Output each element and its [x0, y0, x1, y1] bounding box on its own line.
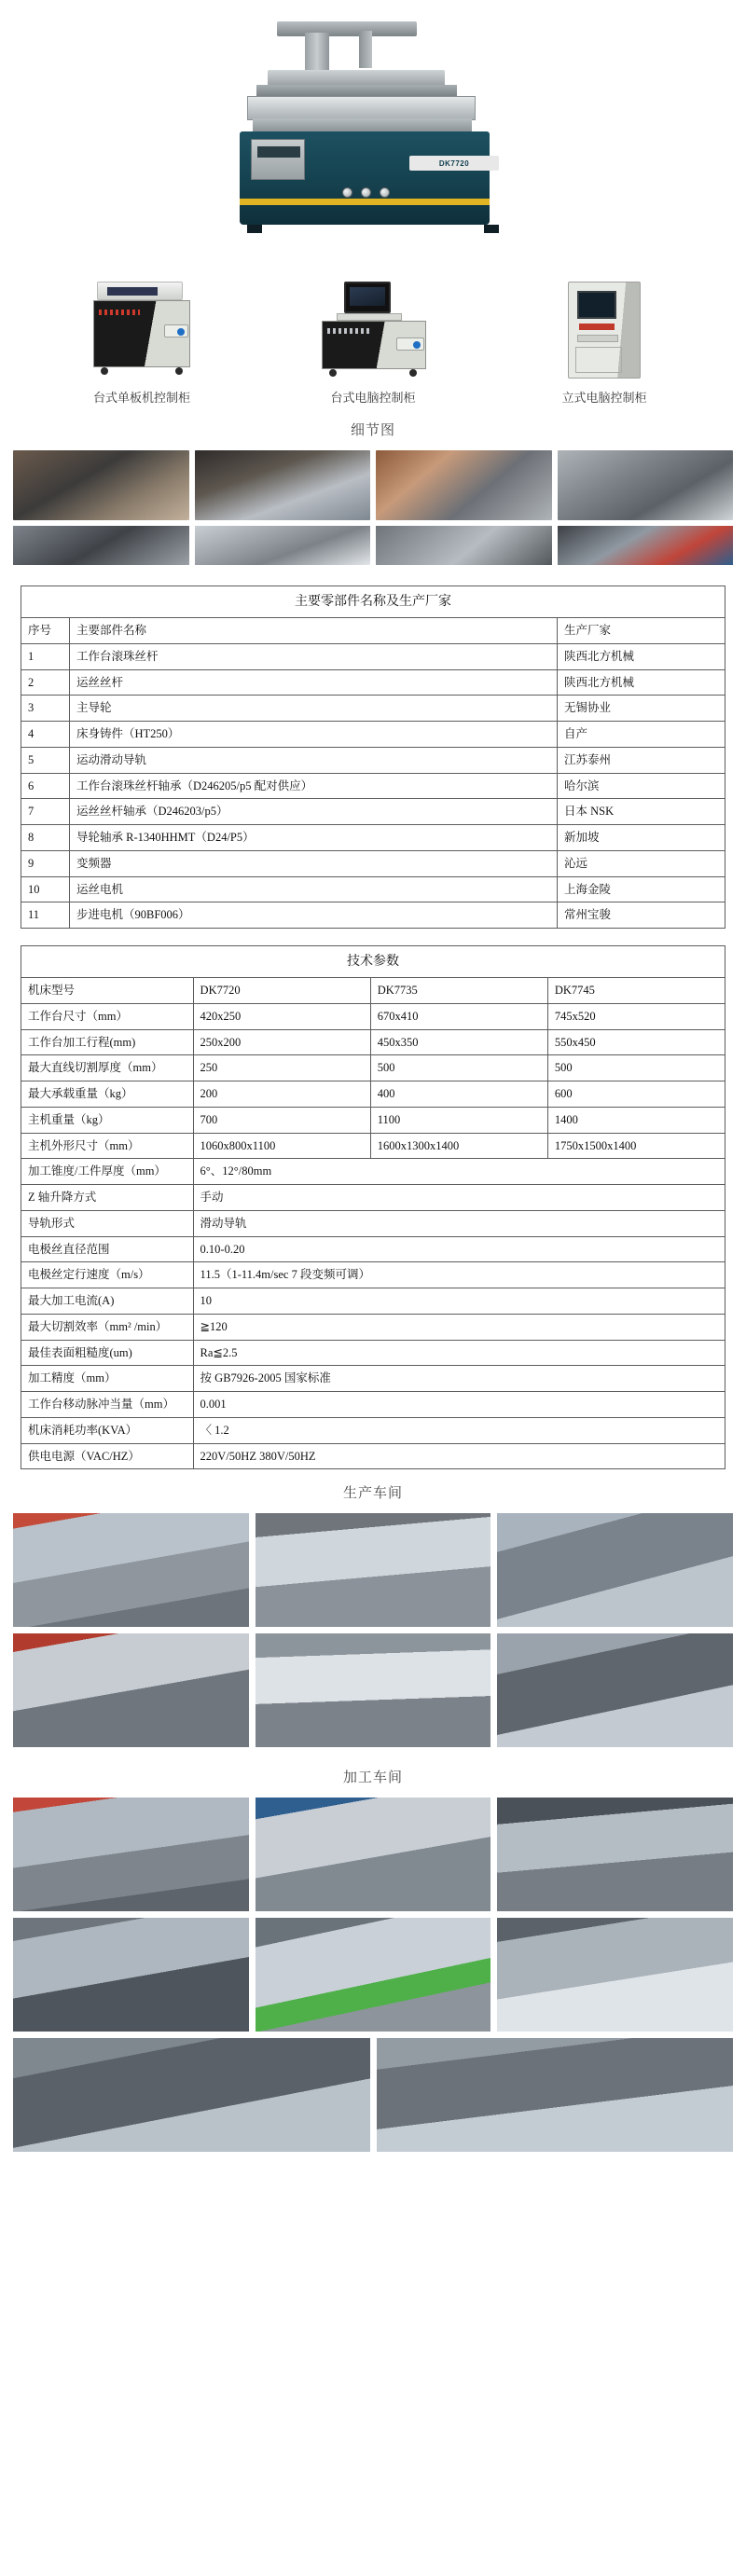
- tech-value: 11.5（1-11.4m/sec 7 段变频可调）: [193, 1262, 725, 1288]
- tech-value: 1600x1300x1400: [370, 1133, 547, 1159]
- table-row: [21, 1443, 725, 1469]
- machine-arm-lower: [256, 85, 457, 96]
- table-row: [21, 1029, 725, 1055]
- parts-header-index: 序号: [21, 618, 70, 644]
- tech-label: 主机重量（kg）: [21, 1107, 194, 1133]
- cell-manufacturer: 沁远: [558, 850, 725, 876]
- tech-value: 按 GB7926-2005 国家标准: [193, 1366, 725, 1392]
- machining-photo-3: [13, 1918, 249, 2032]
- cell-index: 10: [21, 876, 70, 902]
- tech-value-model-0: DK7720: [193, 978, 370, 1004]
- gallery-row: [13, 1633, 733, 1747]
- tech-value: 6°、12°/80mm: [193, 1159, 725, 1185]
- tech-value: 1060x800x1100: [193, 1133, 370, 1159]
- machining-workshop-gallery: [0, 1798, 746, 2152]
- cell-name: 运丝丝杆: [70, 669, 558, 696]
- machine-worktable: [247, 96, 476, 120]
- tech-value: 10: [193, 1288, 725, 1315]
- table-row: [21, 1340, 725, 1366]
- cabinet-label-1: 台式电脑控制柜: [330, 391, 416, 405]
- tech-value-model-2: DK7745: [547, 978, 725, 1004]
- tech-label: 电极丝定行速度（m/s）: [21, 1262, 194, 1288]
- cell-index: 5: [21, 747, 70, 773]
- machine-foot-right: [484, 225, 499, 233]
- machine-control-panel: [251, 139, 305, 180]
- detail-photo-5: [195, 526, 371, 565]
- table-row: [21, 1185, 725, 1211]
- table-row: [21, 1392, 725, 1418]
- cell-index: 6: [21, 773, 70, 799]
- cell-manufacturer: 新加坡: [558, 825, 725, 851]
- tech-label: 机床消耗功率(KVA）: [21, 1417, 194, 1443]
- table-row: [21, 1262, 725, 1288]
- tech-value: 200: [193, 1081, 370, 1108]
- tech-label: 工作台加工行程(mm): [21, 1029, 194, 1055]
- tech-label: 供电电源（VAC/HZ）: [21, 1443, 194, 1469]
- parts-table-caption: 主要零部件名称及生产厂家: [21, 586, 725, 618]
- cell-name: 主导轮: [70, 696, 558, 722]
- parts-header-manufacturer: 生产厂家: [558, 618, 725, 644]
- cell-name: 变频器: [70, 850, 558, 876]
- cabinet-item-2: [516, 282, 693, 382]
- table-row: [21, 1288, 725, 1315]
- production-photo-2: [497, 1513, 733, 1627]
- cell-manufacturer: 常州宝骏: [558, 902, 725, 929]
- table-row: [21, 669, 725, 696]
- tech-value: 滑动导轨: [193, 1210, 725, 1236]
- machining-photo-4: [256, 1918, 491, 2032]
- section-title-machining-workshop: 加工车间: [342, 1770, 403, 1786]
- table-row: [21, 1107, 725, 1133]
- tech-label: 加工锥度/工件厚度（mm）: [21, 1159, 194, 1185]
- gallery-row: [13, 1513, 733, 1627]
- tech-label: 最大加工电流(A): [21, 1288, 194, 1315]
- tech-value: ≧120: [193, 1314, 725, 1340]
- tech-value: 700: [193, 1107, 370, 1133]
- cell-manufacturer: 日本 NSK: [558, 799, 725, 825]
- production-photo-3: [13, 1633, 249, 1747]
- detail-photo-strip: [0, 450, 746, 520]
- cell-index: 2: [21, 669, 70, 696]
- control-cabinet-row: [0, 270, 746, 382]
- cell-name: 床身铸件（HT250）: [70, 722, 558, 748]
- tech-label: 最大切割效率（mm² /min）: [21, 1314, 194, 1340]
- parts-table: [21, 585, 725, 929]
- cell-name: 运动滑动导轨: [70, 747, 558, 773]
- machine-brand-text: DK7720: [438, 158, 470, 168]
- table-row: [21, 876, 725, 902]
- cabinet-image-desktop-computer: [312, 282, 434, 382]
- tech-value: 手动: [193, 1185, 725, 1211]
- cell-manufacturer: 自产: [558, 722, 725, 748]
- cell-manufacturer: 无锡协业: [558, 696, 725, 722]
- tech-value: 220V/50HZ 380V/50HZ: [193, 1443, 725, 1469]
- cell-name: 工作台滚珠丝杆轴承（D246205/p5 配对供应）: [70, 773, 558, 799]
- tech-value: 600: [547, 1081, 725, 1108]
- table-row: [21, 1236, 725, 1262]
- tech-value: 500: [547, 1055, 725, 1081]
- cabinet-label-2: 立式电脑控制柜: [561, 391, 647, 405]
- production-workshop-gallery: [0, 1513, 746, 1747]
- cabinet-item-1: [284, 282, 462, 382]
- table-row: [21, 978, 725, 1004]
- cabinet-image-single-board: [86, 282, 198, 382]
- tech-spec-table: [21, 945, 725, 1469]
- table-row: [21, 747, 725, 773]
- section-title-detail: 细节图: [350, 422, 395, 439]
- machining-photo-0: [13, 1798, 249, 1911]
- cell-name: 导轮轴承 R-1340HHMT（D24/P5）: [70, 825, 558, 851]
- cabinet-label-row: [0, 382, 746, 406]
- detail-photo-strip-secondary: [0, 520, 746, 565]
- section-title-production-workshop: 生产车间: [342, 1485, 403, 1502]
- tech-value: 500: [370, 1055, 547, 1081]
- hero-machine-image: [0, 0, 746, 270]
- table-row: [21, 1133, 725, 1159]
- machine-brand-plate: [409, 156, 499, 171]
- cell-name: 工作台滚珠丝杆: [70, 643, 558, 669]
- production-photo-5: [497, 1633, 733, 1747]
- machining-photo-5: [497, 1918, 733, 2032]
- table-row: [21, 1003, 725, 1029]
- machining-photo-6: [13, 2038, 370, 2152]
- parts-table-wrapper: [0, 565, 746, 929]
- cabinet-item-0: [53, 282, 230, 382]
- table-row: [21, 773, 725, 799]
- gallery-row: [13, 1798, 733, 1911]
- table-row: [21, 902, 725, 929]
- gallery-row: [13, 2038, 733, 2152]
- tech-label: 最佳表面粗糙度(um): [21, 1340, 194, 1366]
- cell-index: 8: [21, 825, 70, 851]
- cell-index: 9: [21, 850, 70, 876]
- detail-photo-1: [195, 450, 371, 520]
- cell-index: 7: [21, 799, 70, 825]
- cabinet-label-0: 台式单板机控制柜: [92, 391, 190, 405]
- cell-manufacturer: 上海金陵: [558, 876, 725, 902]
- table-row: [21, 825, 725, 851]
- tech-value: Ra≦2.5: [193, 1340, 725, 1366]
- tech-label: 加工精度（mm）: [21, 1366, 194, 1392]
- cell-index: 1: [21, 643, 70, 669]
- machine-knobs: [342, 187, 390, 198]
- tech-value: 420x250: [193, 1003, 370, 1029]
- table-row: [21, 799, 725, 825]
- tech-label: 主机外形尺寸（mm）: [21, 1133, 194, 1159]
- parts-header-name: 主要部件名称: [70, 618, 558, 644]
- tech-table-caption: 技术参数: [21, 946, 725, 978]
- table-row: [21, 1417, 725, 1443]
- production-photo-4: [256, 1633, 491, 1747]
- tech-label: 最大直线切割厚度（mm）: [21, 1055, 194, 1081]
- table-row: [21, 1210, 725, 1236]
- tech-value: 1100: [370, 1107, 547, 1133]
- machining-photo-1: [256, 1798, 491, 1911]
- table-row: [21, 1081, 725, 1108]
- table-row: [21, 850, 725, 876]
- table-row: [21, 696, 725, 722]
- cell-manufacturer: 陕西北方机械: [558, 669, 725, 696]
- gallery-row: [13, 1918, 733, 2032]
- tech-label-model: 机床型号: [21, 978, 194, 1004]
- tech-value: 1400: [547, 1107, 725, 1133]
- tech-label: 工作台尺寸（mm）: [21, 1003, 194, 1029]
- tech-value: 0.001: [193, 1392, 725, 1418]
- tech-value: 0.10-0.20: [193, 1236, 725, 1262]
- machine-yellow-stripe: [240, 199, 490, 205]
- table-row: [21, 1055, 725, 1081]
- cell-name: 运丝电机: [70, 876, 558, 902]
- cell-name: 步进电机（90BF006）: [70, 902, 558, 929]
- parts-table-body: [21, 643, 725, 928]
- detail-photo-6: [376, 526, 552, 565]
- tech-value: 400: [370, 1081, 547, 1108]
- tech-label: 最大承载重量（kg）: [21, 1081, 194, 1108]
- table-row: [21, 1159, 725, 1185]
- tech-table-wrapper: [0, 945, 746, 1469]
- tech-value: 250: [193, 1055, 370, 1081]
- machine-foot-left: [247, 225, 262, 233]
- tech-label: 导轨形式: [21, 1210, 194, 1236]
- tech-label: 电极丝直径范围: [21, 1236, 194, 1262]
- tech-value: 670x410: [370, 1003, 547, 1029]
- tech-value: 450x350: [370, 1029, 547, 1055]
- detail-photo-7: [558, 526, 734, 565]
- cabinet-image-vertical-computer: [568, 282, 641, 382]
- production-photo-1: [256, 1513, 491, 1627]
- table-row: [21, 1366, 725, 1392]
- table-row: [21, 722, 725, 748]
- machine-gantry: [277, 21, 417, 36]
- tech-label: Z 轴升降方式: [21, 1185, 194, 1211]
- production-photo-0: [13, 1513, 249, 1627]
- tech-value: 250x200: [193, 1029, 370, 1055]
- detail-photo-0: [13, 450, 189, 520]
- machining-photo-7: [377, 2038, 734, 2152]
- tech-value: 745x520: [547, 1003, 725, 1029]
- tech-table-body: [21, 978, 725, 1469]
- machine-column-secondary: [359, 31, 372, 68]
- wire-edm-machine-illustration: [219, 16, 527, 263]
- tech-value: 〈 1.2: [193, 1417, 725, 1443]
- detail-photo-2: [376, 450, 552, 520]
- machining-photo-2: [497, 1798, 733, 1911]
- cell-manufacturer: 江苏泰州: [558, 747, 725, 773]
- detail-photo-3: [558, 450, 734, 520]
- cell-index: 11: [21, 902, 70, 929]
- cell-index: 3: [21, 696, 70, 722]
- cell-index: 4: [21, 722, 70, 748]
- cell-manufacturer: 哈尔滨: [558, 773, 725, 799]
- tech-value-model-1: DK7735: [370, 978, 547, 1004]
- table-row: [21, 643, 725, 669]
- tech-label: 工作台移动脉冲当量（mm）: [21, 1392, 194, 1418]
- detail-photo-4: [13, 526, 189, 565]
- tech-value: 1750x1500x1400: [547, 1133, 725, 1159]
- table-row: [21, 1314, 725, 1340]
- cell-manufacturer: 陕西北方机械: [558, 643, 725, 669]
- tech-value: 550x450: [547, 1029, 725, 1055]
- cell-name: 运丝丝杆轴承（D246203/p5）: [70, 799, 558, 825]
